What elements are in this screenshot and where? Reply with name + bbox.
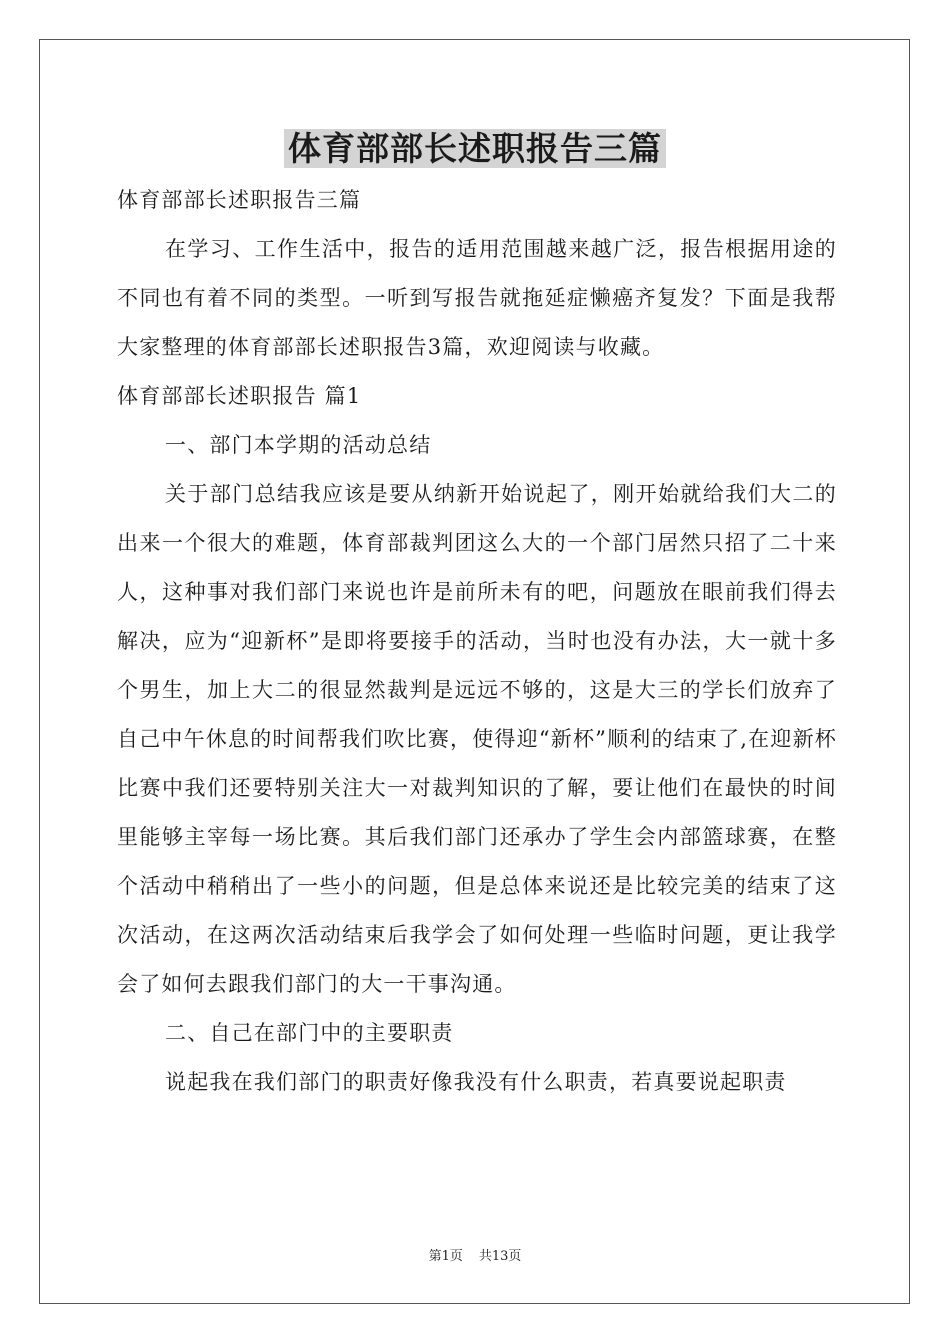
section-heading: 体育部部长述职报告 篇1 (117, 384, 362, 408)
subsection-heading-2: 二、自己在部门中的主要职责 (165, 1021, 454, 1045)
document-title (0, 124, 950, 174)
body-paragraph: 关于部门总结我应该是要从纳新开始说起了，刚开始就给我们大二的出来一个很大的难题，体育部裁判团这么大的一个部门居然只招了二十来人，这种事对我们部门来说也许是前所未有的吧，问题放在眼前我们得去解决，应为“迎新杯”是即将要接手的活动，当时也没有办法，大一就十多个男生，加上大二的很显然裁判是远远不够的，这是大三的学长们放弃了自己中午休息的时间帮我们吹比赛，使得迎“新杯”顺利的结束了,在迎新杯比赛中我们还要特别关注大一对裁判知识的了解，要让他们在最快的时间里能够主宰每一场比赛。其后我们部门还承办了学生会内部篮球赛，在整个活动中稍稍出了一些小的问题，但是总体来说还是比较完美的结束了这次活动，在这两次活动结束后我学会了如何处理一些临时问题，更让我学会了如何去跟我们部门的大一干事沟通。 (117, 482, 837, 996)
subsection-heading-1: 一、部门本学期的活动总结 (165, 433, 432, 457)
document-title-text: 体育部部长述职报告三篇 (284, 129, 666, 168)
page-total: 共13页 (478, 1249, 522, 1264)
subtitle-paragraph: 体育部部长述职报告三篇 (117, 188, 362, 212)
document-body (117, 176, 837, 1107)
page-footer (0, 1245, 950, 1264)
intro-paragraph: 在学习、工作生活中，报告的适用范围越来越广泛，报告根据用途的不同也有着不同的类型。一听到写报告就拖延症懒癌齐复发？下面是我帮大家整理的体育部部长述职报告3篇，欢迎阅读与收藏。 (117, 237, 837, 359)
body-paragraph-continued: 说起我在我们部门的职责好像我没有什么职责，若真要说起职责 (165, 1070, 787, 1094)
page-number: 第1页 (428, 1249, 463, 1264)
